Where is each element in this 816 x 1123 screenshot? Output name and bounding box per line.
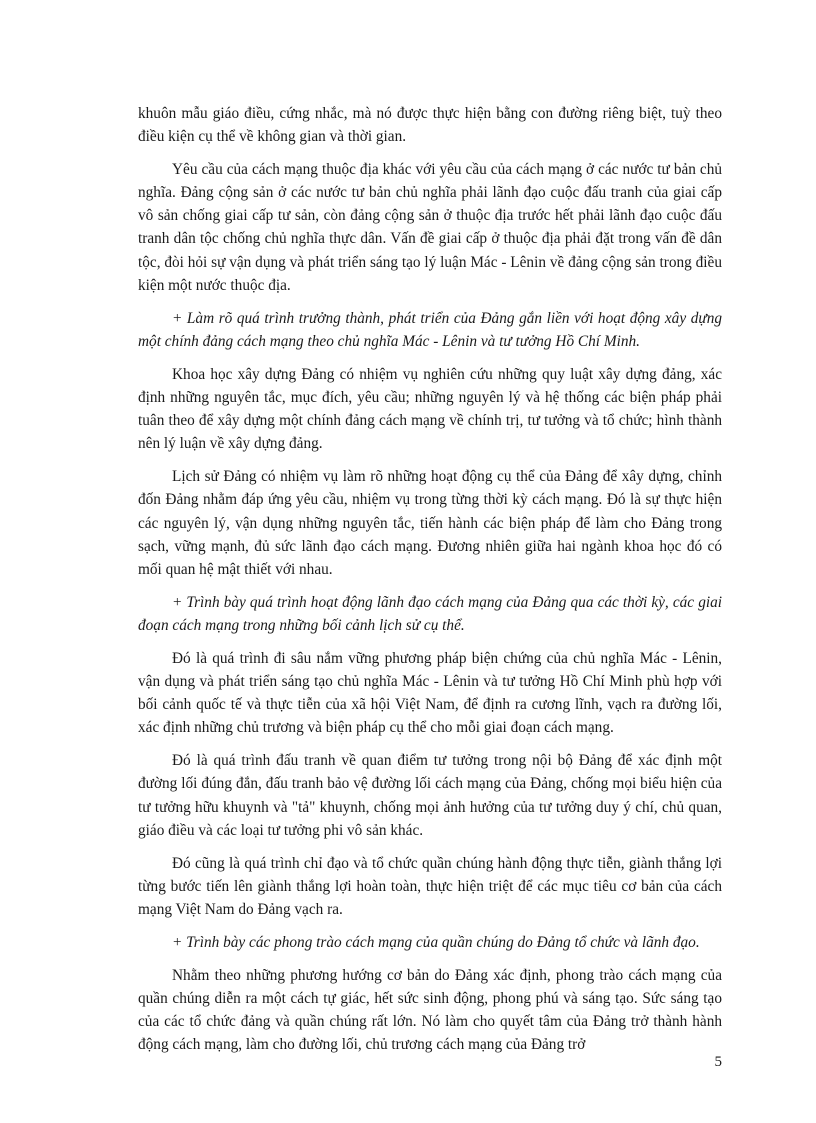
paragraph-8: Nhằm theo những phương hướng cơ bản do Đảng xác định, phong trào cách mạng của quần chúng diễn ra một cách tự giác, hết sức sinh động, phong phú và sáng tạo. Sức sáng tạo của các tổ chức đảng và quần chúng rất lớn. Nó làm cho quyết tâm của Đảng trở thành hành động cách mạng, làm cho đường lối, chủ trương cách mạng của Đảng trở [138,967,722,1054]
page-number: 5 [714,1054,722,1070]
italic-heading-3: + Trình bày các phong trào cách mạng của quần chúng do Đảng tổ chức và lãnh đạo. [172,934,700,951]
paragraph-7: Đó cũng là quá trình chỉ đạo và tổ chức quần chúng hành động thực tiễn, giành thắng lợi từng bước tiến lên giành thắng lợi hoàn toàn, thực hiện triệt để các mục tiêu cơ bản của cách mạng Việt Nam do Đảng vạch ra. [138,854,722,918]
paragraph-4: Lịch sử Đảng có nhiệm vụ làm rõ những hoạt động cụ thể của Đảng để xây dựng, chỉnh đốn Đảng nhằm đáp ứng yêu cầu, nhiệm vụ trong từng thời kỳ cách mạng. Đó là sự thực hiện các nguyên lý, vận dụng những nguyên tắc, tiến hành các biện pháp để làm cho Đảng trong sạch, vững mạnh, đủ sức lãnh đạo cách mạng. Đương nhiên giữa hai ngành khoa học đó có mối quan hệ mật thiết với nhau. [138,468,722,578]
paragraph-2: Yêu cầu của cách mạng thuộc địa khác với yêu cầu của cách mạng ở các nước tư bản chủ nghĩa. Đảng cộng sản ở các nước tư bản chủ nghĩa phải lãnh đạo cuộc đấu tranh của giai cấp vô sản chống giai cấp tư sản, còn đảng cộng sản ở thuộc địa trước hết phải lãnh đạo cuộc đấu tranh dân tộc chống chủ nghĩa thực dân. Vấn đề giai cấp ở thuộc địa phải đặt trong vấn đề dân tộc, đòi hỏi sự vận dụng và phát triển sáng tạo lý luận Mác - Lênin về đảng cộng sản trong điều kiện một nước thuộc địa. [138,161,722,294]
paragraph-3: Khoa học xây dựng Đảng có nhiệm vụ nghiên cứu những quy luật xây dựng đảng, xác định những nguyên tắc, mục đích, yêu cầu; những nguyên lý và hệ thống các biện pháp phải tuân theo để xây dựng một chính đảng cách mạng về chính trị, tư tưởng và tổ chức; hình thành nên lý luận về xây dựng đảng. [138,365,722,453]
italic-heading-1: + Làm rõ quá trình trưởng thành, phát triển của Đảng gắn liền với hoạt động xây dựng một chính đảng cách mạng theo chủ nghĩa Mác - Lênin và tư tưởng Hồ Chí Minh. [138,309,722,350]
paragraph-6: Đó là quá trình đấu tranh về quan điểm tư tưởng trong nội bộ Đảng để xác định một đường lối đúng đắn, đấu tranh bảo vệ đường lối cách mạng của Đảng, chống mọi biểu hiện của tư tưởng hữu khuynh và "tả" khuynh, chống mọi ảnh hưởng của tư tưởng duy ý chí, chủ quan, giáo điều và các loại tư tưởng phi vô sản khác. [138,752,722,839]
body-text [138,102,722,1066]
italic-heading-2: + Trình bày quá trình hoạt động lãnh đạo cách mạng của Đảng qua các thời kỳ, các giai đoạn cách mạng trong những bối cảnh lịch sử cụ thể. [138,593,722,634]
paragraph-1: khuôn mẫu giáo điều, cứng nhắc, mà nó được thực hiện bằng con đường riêng biệt, tuỳ theo điều kiện cụ thể về không gian và thời gian. [138,105,722,146]
paragraph-5: Đó là quá trình đi sâu nắm vững phương pháp biện chứng của chủ nghĩa Mác - Lênin, vận dụng và phát triển sáng tạo chủ nghĩa Mác - Lênin và tư tưởng Hồ Chí Minh phù hợp với bối cảnh quốc tế và thực tiễn của xã hội Việt Nam, để định ra cương lĩnh, vạch ra đường lối, xác định những chủ trương và biện pháp cụ thể cho mỗi giai đoạn cách mạng. [138,649,722,737]
